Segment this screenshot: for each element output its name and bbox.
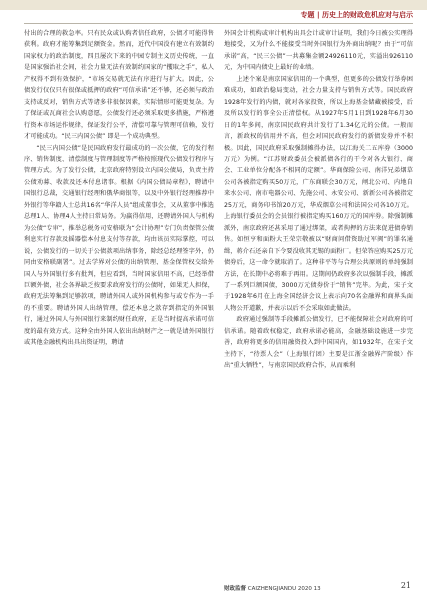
header-band bbox=[0, 0, 427, 10]
right-text-column bbox=[224, 28, 413, 372]
left-text-column bbox=[24, 28, 214, 349]
paragraph: 政府通过强制等手段摊派公债发行，已不能保障社会对政府的可信承诺。随着政权稳定，政府承诺必能高，金融基础设施进一步完善，政府将更多的信用融资投入到中国国内，如1932年，在宋子文主持下，“待票人会”（上海银行团）主要是江浙金融界产阶级）作出“重大牺牲”，与南京国民政府合作，从而乘利 bbox=[224, 316, 413, 370]
paragraph: 付出的合理的救急率。只有民众或认购者信任政府，公债才可能得售获利。政府才能筹集到足额资金。然而，近代中国没有建立有效制约国家权力的政治制度，四且屡次下来的中园专制主义历史传统，一直是国家强治社会间，社会力量无法有效制约国家的“攫取之手”，私人产权得不到有效保护，“市场交易就无法有序进行与扩大。因此，公债发行仅仅只有很保或抵押的政府“可信承诺”还不够，还必须与政治支持或反对，销售方式等诸多非很保因素，实际情形可能更复杂。为了保证或瓦商社会认购意愿，公债发行还必须采取更多措施，严格遵行资本市场运作规律，保证发行公平，清偿可靠与管理可信赖，发行才可能成功。“民三内国公债” 即是一个成功典型。 bbox=[24, 30, 214, 141]
section-title: 专题 | 历史上的财政危机应对与启示 bbox=[300, 11, 413, 19]
paragraph: “民三内国公债”是民国政府发行最成功的一次公债，它的发行程序、销售制度、清偿制度与管理制度等严格按照现代公债发行程序与管理方式。为了发行公债，北京政府特别设立内国公债局，负责主持公债劝募、收款及还本付息诸事。根据《内国公债局章程》，聘请中国银行总裁，交通银行经理和俄华商银等，以及中外银行经理推荐中外银行等华籍人士总共16名“华洋人员”组成董事会，又从董事中推选总理1人、协理4人主持日常局务。为赢得信用，还聘请外国人与机构为公债“专审”，推举总税务司安格联为“会计协理”专门负责保管公债利息实行存款及摇器偿本付息支付等存款，均由该员实际掌控，可以说，公债发行的一切关于公债款项出纳事务，除经总经理签字外，仍同由安格联副署”。过去学界对公债的出纳管理、基金保管权交给外国人与外国银行多有批判，但应看到，当时国家信用不高，已经举借巨额外债，社会各界缺乏按要求政府发行的公债时，如果无人担保，政府无法筹集到足够款项，聘请外国人或外国机构参与或专作为一手的不重要。聘请外国人出纳管理，偿还本息之款存到指定的外国银行，通过外国人与外国银行来制约财任政府，正是当时提高承诺可信度的最有效方式。这种全由外国人依出出纳财产之一就是请外国银行或其他金融机构出具出资证明，聘请 bbox=[24, 144, 214, 347]
header-divider bbox=[24, 23, 413, 24]
paragraph: 外国会计机构或审计机构出具会计或审计证明，我们今日被公实理得地接受，又为什么不能接受当时外国银行为外商出纳呢？由于“可信承诺”高，“民三公债”一共募集金额24926110元，实溢出926110元，为中国内债史上最好的业绩。 bbox=[224, 30, 413, 72]
paragraph: 上述个案是南京国家信用的一个典型，但更多的公债发行举券困难成功，如政治稳局变动，社会力量支持与销售方式等。国民政府1928年发行的内债，就对各家投资，所以上海基金储藏被接受，后及所以发行的事全公正清偿权。从1927年5月1日到1928年6月30日的1年多间，南京国民政府共计发行了1.34亿元的公债。一般而言，新政权的信用并不高，但会对国民政府发行的新债发券并不积极。因此，国民政府采取强制摊得办法，以江海关二五库券（3000万元）为例。“江苏财政委员会被派债各行的干令对各大银行、商会、工业单位分配各不相同的定额”。华商保险公司、南洋兄弟烟草公司各被指定购买50万元，广东商联会30万元，闸北公司、内地自来水公司、南市电器公司、先施公司、永安公司、新新公司各被指定25万元，商务印书馆20万元，华成烟草公司和法国公司各10万元。上海银行委员会的会员银行被指定购买160万元的国库券。除强制摊派外，南京政府还甚采用了通过绑架，或者拘押的方法来促进债券销售。如恒亨和面粉大王荣宗敬被以“财商问借资助过军阀”的罪名通缉，蒋介石还亲自下令要没收其无锡的面粉厂。但荣答应购买25万元债券后，这一命令就取消了。这种非平等与合理公共原则的单纯强制方法，在长期中必将难于再用。这期间仍政府多次以强制手段，摊派了一系列巨额国债，3000万元债券价于“销售”完毕。为此，宋子文于1928年6月在上海全国经济会议上表示向70名金融界和商界头面人物公开道歉，并表示以后不会采取如此做法。 bbox=[224, 75, 413, 312]
journal-footer bbox=[224, 584, 321, 592]
page-number: 21 bbox=[400, 581, 411, 590]
journal-name: 财政监督 bbox=[224, 586, 247, 592]
journal-issue: 2020 13 bbox=[297, 586, 321, 592]
journal-pinyin: CAIZHENGJIANDU bbox=[247, 586, 297, 592]
